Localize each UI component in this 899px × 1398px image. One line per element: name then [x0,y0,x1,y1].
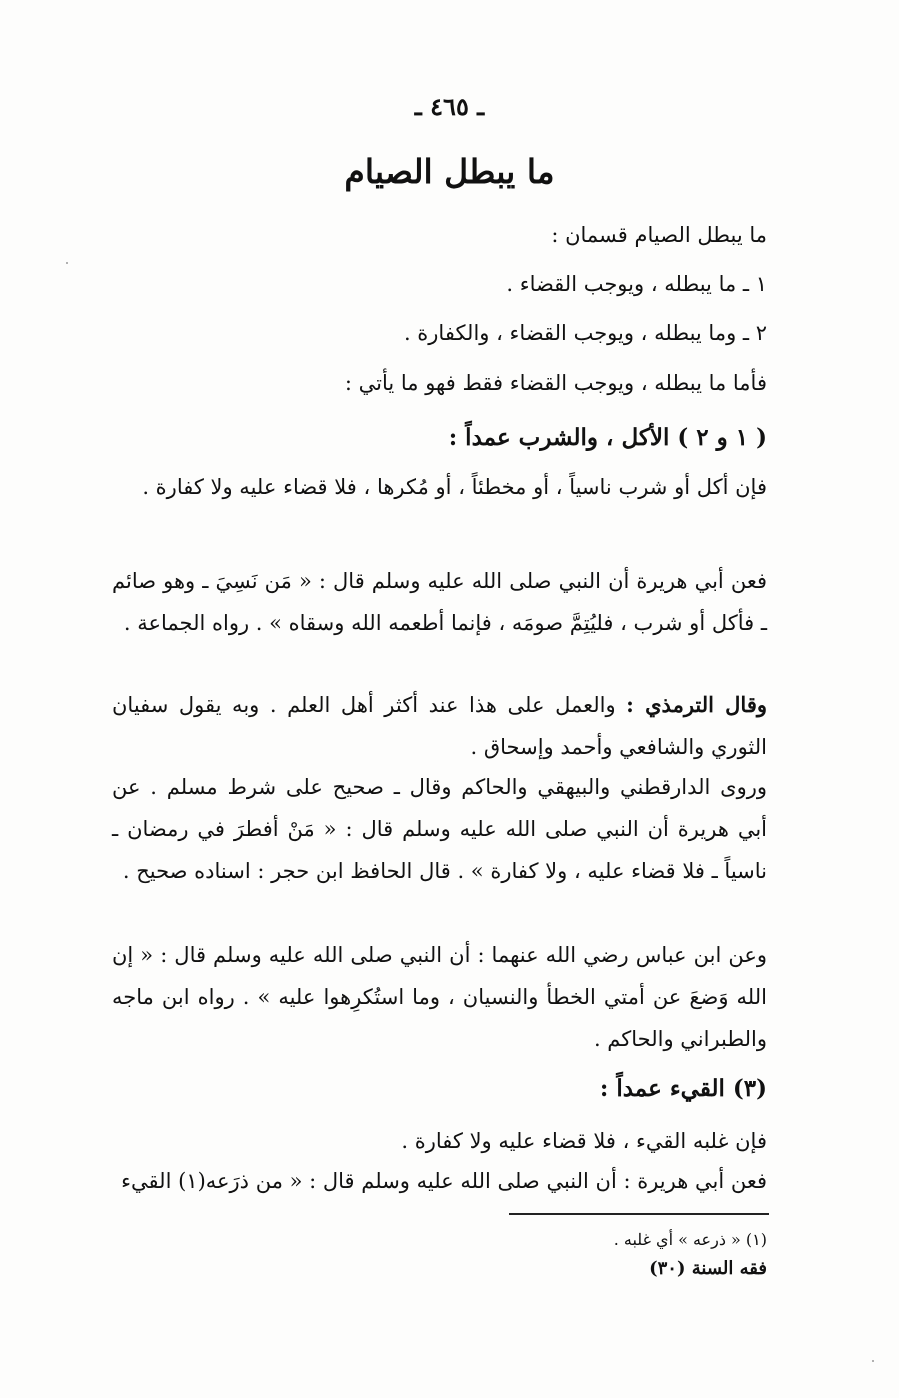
paragraph-ibn-abbas: وعن ابن عباس رضي الله عنهما : أن النبي صلى الله عليه وسلم قال : « إن الله وَضعَ عن أمتي الخطأ والنسيان ، وما استُكرِهوا عليه » . رواه ابن ماجه والطبراني والحاكم . [112,943,767,1051]
tirmidhi-text: والعمل على هذا عند أكثر أهل العلم . وبه يقول سفيان الثوري والشافعي وأحمد وإسحاق . [112,693,767,759]
paragraph-vomit-overcome: فإن غلبه القيء ، فلا قضاء عليه ولا كفارة . [401,1129,767,1153]
book-footer-label: فقه السنة (٣٠) [649,1258,767,1279]
lead-line: فأما ما يبطله ، ويوجب القضاء فقط فهو ما يأتي : [344,371,767,395]
section-heading-vomiting: (٣) القيء عمداً : [599,1075,767,1102]
paragraph-vomit-hadith: فعن أبي هريرة : أن النبي صلى الله عليه وسلم قال : « من ذرَعه(١) القيء [121,1169,767,1193]
paragraph-daraqutni: وروى الدارقطني والبيهقي والحاكم وقال ـ صحيح على شرط مسلم . عن أبي هريرة أن النبي صلى الله عليه وسلم قال : « مَنْ أفطرَ في رمضان ـ ناسياً ـ فلا قضاء عليه ، ولا كفارة » . قال الحافظ ابن حجر : اسناده صحيح . [112,775,767,883]
scan-speck [66,262,68,264]
tirmidhi-label: وقال الترمذي : [626,692,768,717]
footnote: (١) « ذرعه » أي غلبه . [613,1230,767,1249]
scan-speck [872,1360,874,1362]
list-item-1: ١ ـ ما يبطله ، ويوجب القضاء . [506,272,767,296]
footnote-divider [509,1213,769,1215]
paragraph-forgetful-eating: فإن أكل أو شرب ناسياً ، أو مخطئاً ، أو مُكرها ، فلا قضاء عليه ولا كفارة . [142,475,767,499]
section-heading-eating-drinking: ( ١ و ٢ ) الأكل ، والشرب عمداً : [448,424,767,451]
page-number: ـ ٤٦٥ ـ [414,92,485,121]
page-title: ما يبطل الصيام [344,152,555,191]
list-item-2: ٢ ـ وما يبطله ، ويوجب القضاء ، والكفارة . [403,321,767,345]
intro-line: ما يبطل الصيام قسمان : [551,223,767,247]
paragraph-tirmidhi [112,684,767,768]
paragraph-hadith-abu-hurayra: فعن أبي هريرة أن النبي صلى الله عليه وسلم قال : « مَن نَسِيَ ـ وهو صائم ـ فأكل أو شرب ، فليُتِمَّ صومَه ، فإنما أطعمه الله وسقاه » . رواه الجماعة . [112,569,767,635]
